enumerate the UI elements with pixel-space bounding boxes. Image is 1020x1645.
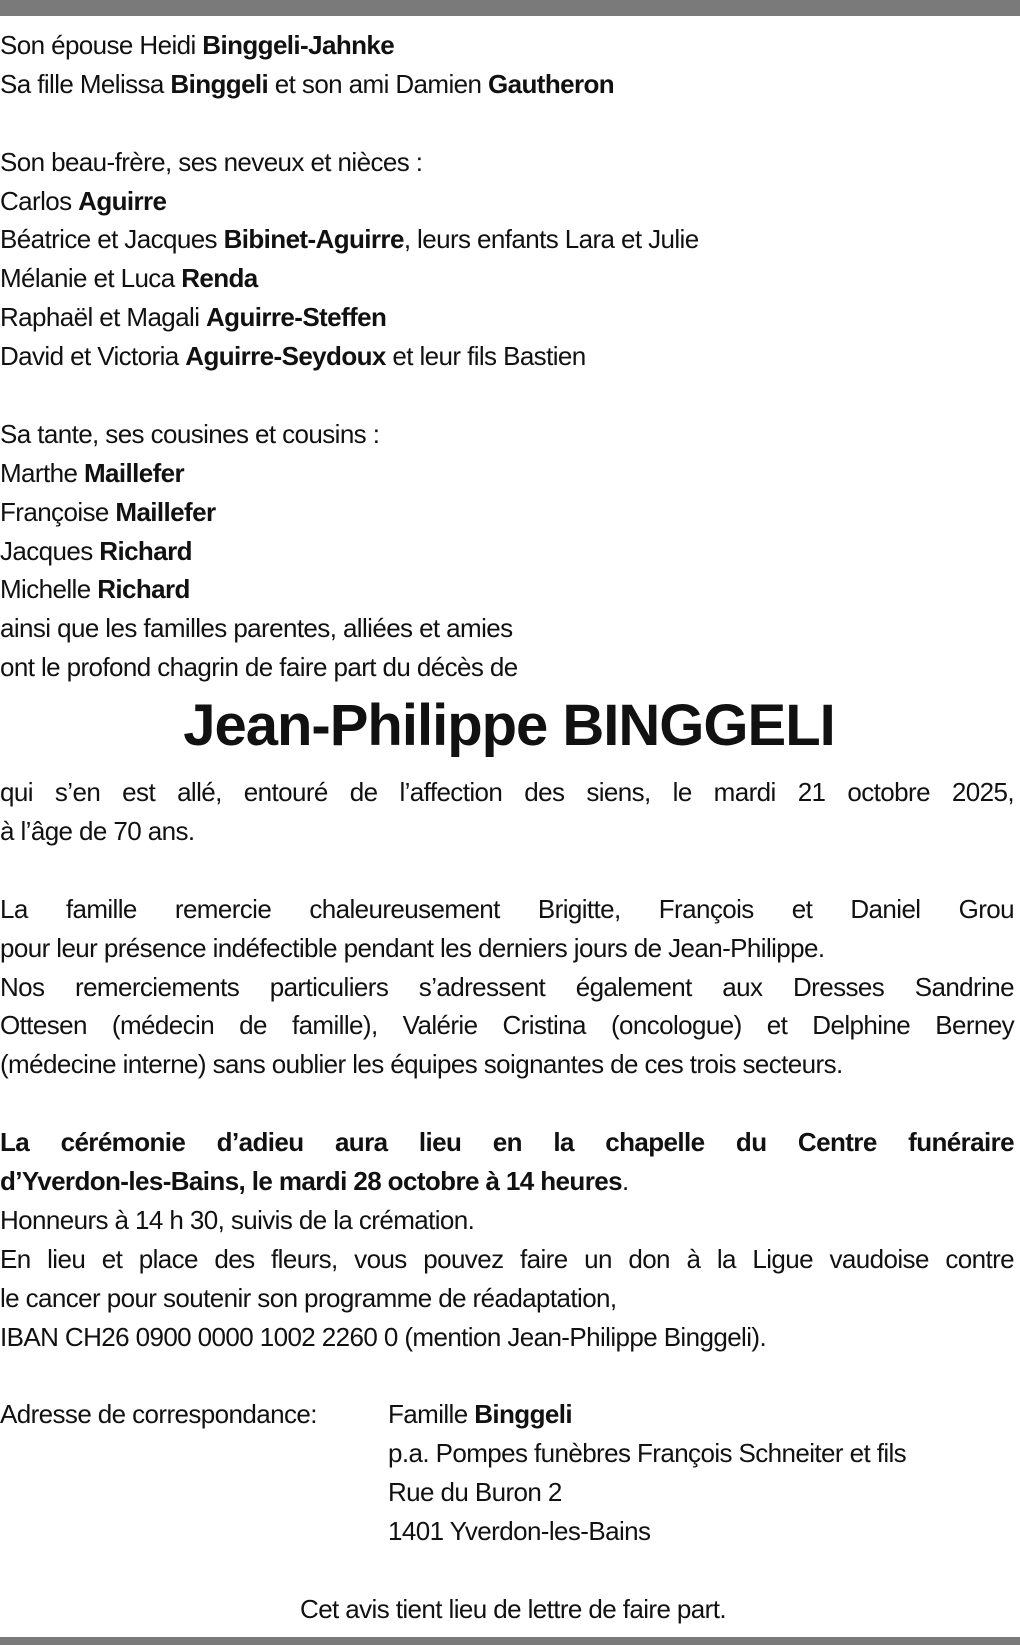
in-laws-intro: Son beau-frère, ses neveux et nièces : (0, 146, 423, 177)
relative-line (0, 298, 1014, 337)
relative-surname: Bibinet-Aguirre (223, 224, 404, 255)
thanks-line: La famille remercie chaleureusement Brigitte, François et Daniel Grou (0, 893, 1014, 924)
cousin-surname: Richard (99, 535, 192, 566)
relative-surname: Aguirre-Seydoux (185, 341, 386, 372)
donation-line: En lieu et place des fleurs, vous pouvez faire un don à la Ligue vaudoise contre (0, 1243, 1014, 1274)
relative-surname: Renda (181, 263, 258, 294)
cousin-surname: Richard (97, 574, 190, 605)
relative-line (0, 259, 1014, 298)
relative-line (0, 337, 1014, 376)
spacer (0, 851, 1014, 890)
relative-first-names: David et Victoria (0, 341, 186, 372)
relative-suffix: , leurs enfants Lara et Julie (403, 224, 699, 255)
cousin-line (0, 493, 1014, 532)
daughter-surname: Binggeli (170, 68, 269, 99)
iban-line: IBAN CH26 0900 0000 1002 2260 0 (mention Jean-Philippe Binggeli). (0, 1321, 767, 1352)
relative-first-names: Raphaël et Magali (0, 302, 206, 333)
spacer (0, 376, 1014, 415)
spacer (0, 1084, 1014, 1123)
cousin-surname: Maillefer (115, 496, 216, 527)
address-block (388, 1395, 906, 1551)
address-label: Adresse de correspondance: (0, 1399, 317, 1430)
correspondence-address (0, 1395, 1014, 1551)
thanks-line: Nos remerciements particuliers s’adressent également aux Dresses Sandrine (0, 971, 1014, 1002)
honours-line: Honneurs à 14 h 30, suivis de la crémation. (0, 1204, 475, 1235)
spacer (0, 1357, 1014, 1396)
cousin-first-name: Michelle (0, 574, 98, 605)
spacer (0, 1551, 1014, 1590)
daughter-partner-text: et son ami Damien (268, 68, 488, 99)
address-family-text: Famille (388, 1399, 475, 1430)
address-family-surname: Binggeli (474, 1399, 572, 1430)
thanks-line: Ottesen (médecin de famille), Valérie Cristina (oncologue) et Delphine Berney (0, 1010, 1014, 1041)
thanks-line: pour leur présence indéfectible pendant les derniers jours de Jean-Philippe. (0, 932, 825, 963)
ceremony-line (0, 1123, 1014, 1162)
extended-family-line: ainsi que les familles parentes, alliées et amies (0, 613, 513, 644)
spouse-text: Son épouse Heidi (0, 30, 203, 60)
deceased-name: Jean-Philippe BINGGELI (183, 693, 835, 759)
top-border-rule (0, 0, 1020, 16)
announcement-line: ont le profond chagrin de faire part du décès de (0, 652, 518, 683)
partner-surname: Gautheron (488, 68, 615, 99)
ceremony-text-bold: La cérémonie d’adieu aura lieu en la chapelle du Centre funéraire (0, 1127, 1014, 1158)
relative-first-names: Mélanie et Luca (0, 263, 182, 294)
relative-line (0, 182, 1014, 221)
relative-surname: Aguirre (78, 185, 167, 216)
cousin-surname: Maillefer (83, 457, 185, 488)
cousins-intro: Sa tante, ses cousines et cousins : (0, 418, 380, 449)
cousin-first-name: Françoise (0, 496, 116, 527)
relative-suffix: et leur fils Bastien (385, 341, 586, 372)
relative-surname: Aguirre-Steffen (206, 302, 387, 333)
relative-line (0, 220, 1014, 259)
daughter-line (0, 65, 1014, 104)
daughter-text: Sa fille Melissa (0, 68, 171, 99)
address-line: p.a. Pompes funèbres François Schneiter et fils (388, 1438, 907, 1469)
thanks-line: (médecine interne) sans oublier les équipes soignantes de ces trois secteurs. (0, 1049, 843, 1080)
address-line: Rue du Buron 2 (388, 1477, 562, 1508)
ceremony-text-bold: d’Yverdon-les-Bains, le mardi 28 octobre à 14 heures (0, 1166, 622, 1197)
cousin-first-name: Jacques (0, 535, 100, 566)
cousin-line (0, 454, 1014, 493)
cousin-line (0, 570, 1014, 609)
spacer (0, 104, 1014, 143)
cousin-first-name: Marthe (0, 457, 84, 488)
death-line: qui s’en est allé, entouré de l’affection des siens, le mardi 21 octobre 2025, (0, 777, 1014, 808)
closing-note: Cet avis tient lieu de lettre de faire part. (300, 1593, 726, 1624)
obituary-notice (0, 26, 1014, 1629)
age-line: à l’âge de 70 ans. (0, 816, 195, 847)
donation-line: le cancer pour soutenir son programme de réadaptation, (0, 1282, 617, 1313)
address-line: 1401 Yverdon-les-Bains (388, 1516, 651, 1547)
relative-first-names: Carlos (0, 185, 79, 216)
spouse-surname: Binggeli-Jahnke (202, 30, 395, 60)
spouse-line (0, 26, 1014, 65)
ceremony-line (0, 1162, 1014, 1201)
ceremony-period: . (621, 1166, 629, 1197)
relative-first-names: Béatrice et Jacques (0, 224, 224, 255)
cousin-line (0, 532, 1014, 571)
address-family-line (388, 1395, 906, 1434)
bottom-border-rule (0, 1637, 1020, 1645)
